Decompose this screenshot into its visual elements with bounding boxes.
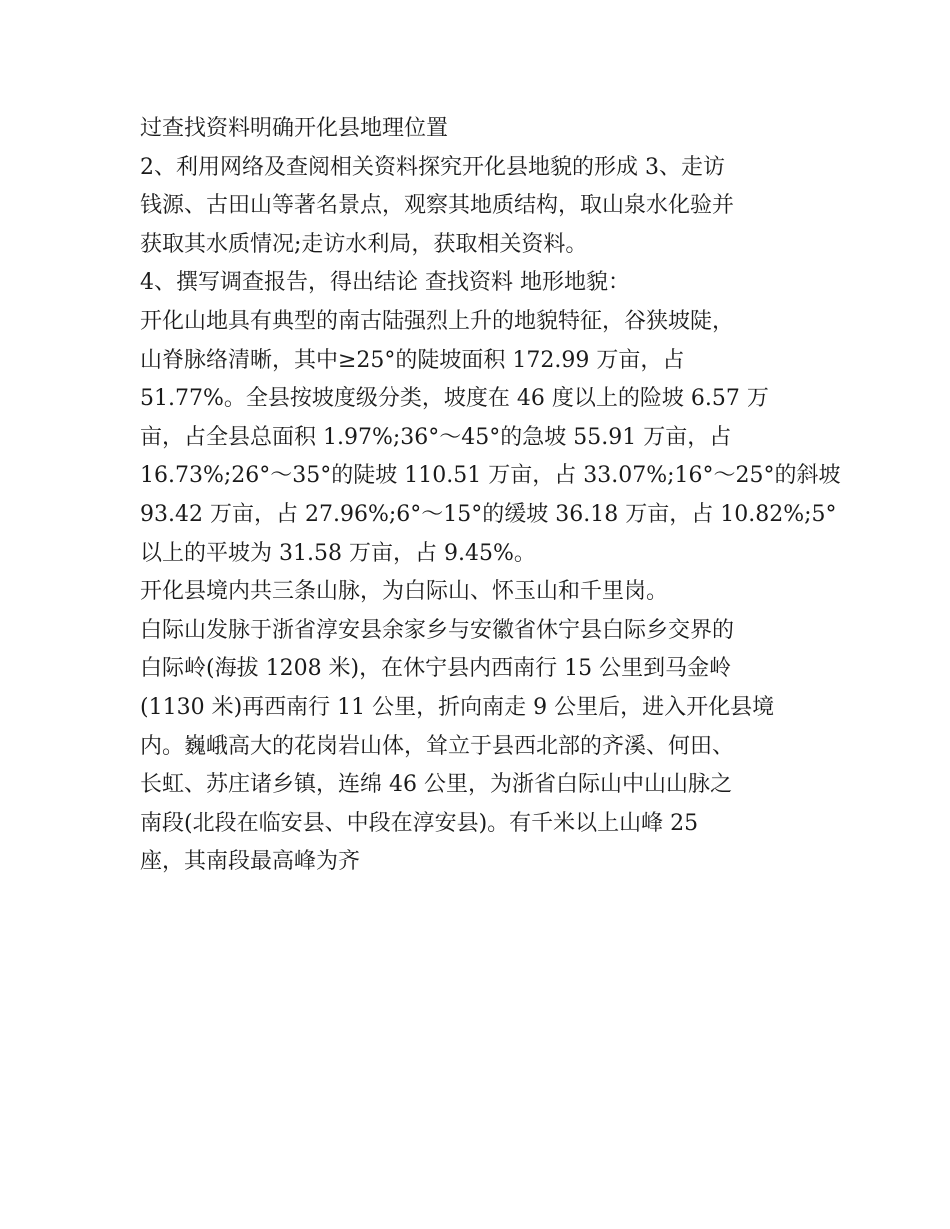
text-line: 获取其水质情况;走访水利局，获取相关资料。 — [140, 231, 588, 257]
text-line: 白际岭(海拔 1208 米)，在休宁县内西南行 15 公里到马金岭 — [140, 656, 732, 682]
text-line: 过查找资料明确开化县地理位置 — [140, 116, 449, 141]
text-line: 南段(北段在临安县、中段在淳安县)。有千米以上山峰 25 — [140, 810, 699, 836]
text-line: 长虹、苏庄诸乡镇，连绵 46 公里，为浙省白际山中山山脉之 — [140, 772, 732, 798]
text-line: 白际山发脉于浙省淳安县余家乡与安徽省休宁县白际乡交界的 — [140, 617, 735, 643]
text-line: 亩，占全县总面积 1.97%;36°～45°的急坡 55.91 万亩，占 — [140, 424, 732, 450]
text-line: 以上的平坡为 31.58 万亩，占 9.45%。 — [140, 540, 536, 566]
text-line: 开化山地具有典型的南古陆强烈上升的地貌特征，谷狭坡陡， — [140, 308, 735, 334]
text-line: (1130 米)再西南行 11 公里，折向南走 9 公里后，进入开化县境 — [140, 694, 775, 720]
text-line: 开化县境内共三条山脉，为白际山、怀玉山和千里岗。 — [140, 579, 669, 605]
text-line: 2、利用网络及查阅相关资料探究开化县地貌的形成 3、走访 — [140, 154, 725, 180]
text-line: 内。巍峨高大的花岗岩山体，耸立于县西北部的齐溪、何田、 — [140, 733, 735, 759]
text-line: 座，其南段最高峰为齐 — [140, 849, 361, 875]
text-line: 山脊脉络清晰，其中≥25°的陡坡面积 172.99 万亩，占 — [140, 347, 685, 373]
document-body — [140, 110, 841, 882]
text-line: 钱源、古田山等著名景点，观察其地质结构，取山泉水化验并 — [140, 193, 735, 219]
text-line: 51.77%。全县按坡度级分类，坡度在 46 度以上的险坡 6.57 万 — [140, 386, 769, 412]
text-line: 4、撰写调查报告，得出结论 查找资料 地形地貌： — [140, 270, 630, 296]
text-line: 93.42 万亩，占 27.96%;6°～15°的缓坡 36.18 万亩，占 10.82%;5° — [140, 501, 837, 527]
text-line: 16.73%;26°～35°的陡坡 110.51 万亩，占 33.07%;16°～25°的斜坡 — [140, 463, 841, 489]
